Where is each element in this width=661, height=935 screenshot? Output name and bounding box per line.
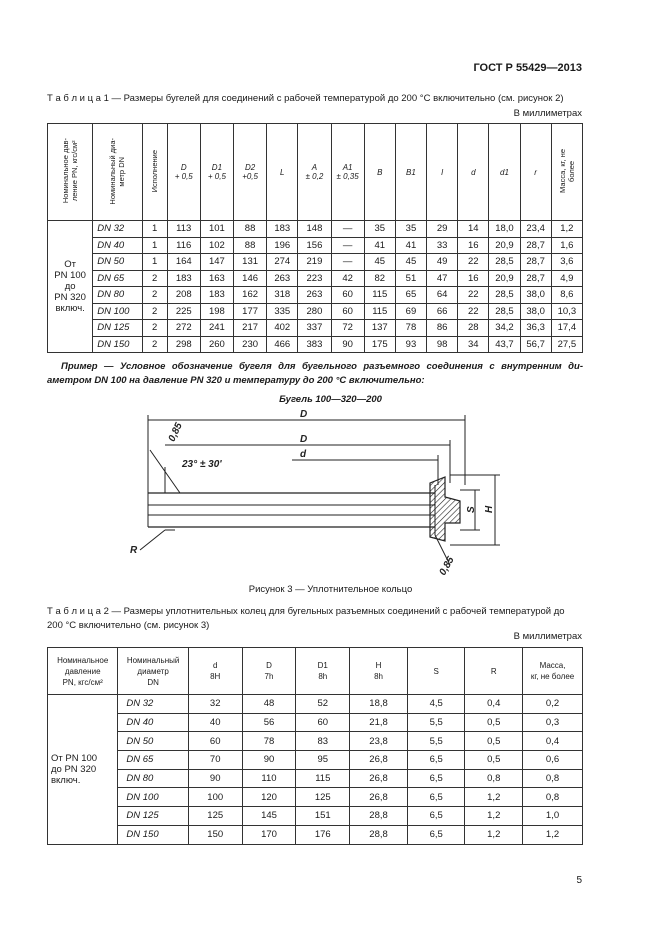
table1-header-text: Масса, кг, не более [557,149,576,193]
table2-cell: 0,3 [523,713,583,732]
table1-header-cell [331,124,364,221]
table2-cell: 26,8 [350,769,408,788]
table2-cell: 18,8 [350,695,408,714]
table2-cell: 0,5 [465,732,523,751]
table1-cell: — [331,254,364,271]
table1-cell: 17,4 [551,320,582,337]
table2-cell: 6,5 [407,769,465,788]
table2-cell: 0,8 [523,788,583,807]
table1-header-text: Номинальное дав- ление PN, кгс/см² [61,138,80,204]
table1-cell: 466 [267,336,298,353]
table1-cell: 93 [395,336,426,353]
table1-header-cell [489,124,520,221]
table1-cell: 43,7 [489,336,520,353]
table2-cell: 90 [188,769,242,788]
table2-header-cell: D 7h [242,648,296,695]
table1-cell: 318 [267,287,298,304]
table1-cell: 177 [234,303,267,320]
table1-row [48,237,583,254]
table1-cell: 28,7 [520,254,551,271]
table2-header-cell: S [407,648,465,695]
table1-caption: Т а б л и ц а 1 — Размеры бугелей для соединений с рабочей температурой до 200 °С включительно (см. рисунок 2) [47,93,564,104]
table2-row [48,807,583,826]
table1-cell: 45 [364,254,395,271]
table1-cell: 1 [142,254,167,271]
table1-cell: 23,4 [520,221,551,238]
table2-header-cell: d 8H [188,648,242,695]
table1-pressure-cell: От PN 100 до PN 320 включ. [48,221,93,353]
table1-cell: 28,7 [520,237,551,254]
table1-cell: 34,2 [489,320,520,337]
table1-cell: 2 [142,303,167,320]
table1-cell: 16 [458,270,489,287]
table2-pressure-cell: От PN 100 до PN 320 включ. [48,695,118,845]
table1-header-cell [520,124,551,221]
table2-cell: 1,2 [465,825,523,844]
table1-cell: 90 [331,336,364,353]
table2-header-cell: D1 8h [296,648,350,695]
table1-cell: 146 [234,270,267,287]
table2-cell: 1,2 [465,807,523,826]
table1-cell: DN 100 [93,303,142,320]
designation: Бугель 100—320—200 [279,394,382,405]
table2-cell: 32 [188,695,242,714]
table1-cell: 28,5 [489,303,520,320]
table1-cell: 335 [267,303,298,320]
table1-header-text: B [377,167,383,177]
table1-cell: DN 125 [93,320,142,337]
table1-header-text: D1 + 0,5 [207,163,226,181]
label-H: H [484,505,495,513]
table1-cell: 219 [298,254,331,271]
table1-cell: 65 [395,287,426,304]
table1-cell: 163 [200,270,233,287]
label-chamfer2: 0,85 [437,555,457,578]
table2-row [48,713,583,732]
table2-cell: 90 [242,751,296,770]
table2-header-cell: Номинальное давление PN, кгс/см² [48,648,118,695]
table2-cell: DN 100 [118,788,188,807]
label-R: R [130,545,138,556]
table2-cell: 52 [296,695,350,714]
table1-cell: 98 [427,336,458,353]
label-angle: 23° ± 30' [182,459,222,470]
table1-cell: 41 [364,237,395,254]
table2-cell: 100 [188,788,242,807]
table1-cell: 36,3 [520,320,551,337]
table1-header-cell [142,124,167,221]
table1-cell: 64 [427,287,458,304]
table1-row [48,270,583,287]
table2-cell: 21,8 [350,713,408,732]
table1-cell: 175 [364,336,395,353]
page-number: 5 [576,875,582,886]
table1-cell: 2 [142,270,167,287]
table1-cell: — [331,221,364,238]
table1-cell: 78 [395,320,426,337]
table1-cell: 2 [142,287,167,304]
table1-cell: 263 [267,270,298,287]
table2-cell: 60 [188,732,242,751]
table1-cell: 183 [267,221,298,238]
table2-cell: 125 [296,788,350,807]
table1-cell: 69 [395,303,426,320]
table2-cell: 120 [242,788,296,807]
label-chamfer: 0,85 [166,421,185,444]
table1-header-text: r [534,167,537,177]
table1-header-text: d [471,167,476,177]
table2-cell: 6,5 [407,807,465,826]
table2-cell: 78 [242,732,296,751]
table2-cell: 1,0 [523,807,583,826]
table1-cell: DN 65 [93,270,142,287]
table1-header-cell [167,124,200,221]
table2-cell: 28,8 [350,825,408,844]
table2-header-cell: Номинальный диаметр DN [118,648,188,695]
table1-cell: 115 [364,303,395,320]
table1-header-text: D + 0,5 [174,163,193,181]
table1-cell: 183 [167,270,200,287]
table2-row [48,732,583,751]
label-d: d [300,449,307,460]
label-S: S [466,506,477,513]
table2-cell: 0,4 [523,732,583,751]
table2-cell: 0,6 [523,751,583,770]
table1-header-cell [458,124,489,221]
table1-header-text: l [441,167,443,177]
table2-cell: 6,5 [407,788,465,807]
figure3-drawing [120,405,520,580]
table1-cell: 198 [200,303,233,320]
table2-cell: 70 [188,751,242,770]
table2-cell: DN 65 [118,751,188,770]
table1-cell: DN 32 [93,221,142,238]
table1-cell: 402 [267,320,298,337]
table1-cell: 35 [364,221,395,238]
table1-cell: 298 [167,336,200,353]
table1-header-cell [200,124,233,221]
table1-header-cell [267,124,298,221]
table1-cell: 49 [427,254,458,271]
table1-cell: 22 [458,303,489,320]
table2-cell: 5,5 [407,713,465,732]
table1-header-cell [364,124,395,221]
table2-units: В миллиметрах [513,631,582,642]
table1-header-cell [298,124,331,221]
table1-cell: 274 [267,254,298,271]
table1-cell: 162 [234,287,267,304]
table2-cell: 6,5 [407,825,465,844]
table1-cell: 137 [364,320,395,337]
table1-cell: 241 [200,320,233,337]
table1-cell: 1 [142,237,167,254]
table1-cell: DN 40 [93,237,142,254]
table2-header-cell: R [465,648,523,695]
table1-cell: 183 [200,287,233,304]
table1-row [48,254,583,271]
table2-header-cell: Масса, кг, не более [523,648,583,695]
table2-cell: DN 50 [118,732,188,751]
figure3-caption: Рисунок 3 — Уплотнительное кольцо [248,584,413,595]
table1-header-cell [234,124,267,221]
table1-cell: 337 [298,320,331,337]
table2-cell: 26,8 [350,751,408,770]
table1-cell: 1,6 [551,237,582,254]
table2-cell: 23,8 [350,732,408,751]
table2-cell: 60 [296,713,350,732]
table2-cell: DN 32 [118,695,188,714]
table1-cell: 60 [331,303,364,320]
table1-cell: 131 [234,254,267,271]
table2-row [48,825,583,844]
table1-header-text: Исполнение [150,149,160,193]
table1-cell: 14 [458,221,489,238]
table1-cell: 217 [234,320,267,337]
table2-cell: DN 80 [118,769,188,788]
table2-cell: 176 [296,825,350,844]
table1-cell: 383 [298,336,331,353]
table1-cell: 86 [427,320,458,337]
table1-cell: 28 [458,320,489,337]
table1-cell: 116 [167,237,200,254]
table2-cell: 115 [296,769,350,788]
table2-cell: 56 [242,713,296,732]
table2-cell: 110 [242,769,296,788]
table2-cell: 0,8 [465,769,523,788]
table1-cell: 18,0 [489,221,520,238]
label-D: D [300,409,308,420]
table1-header-text: D2 +0,5 [242,163,258,181]
table2-cell: DN 150 [118,825,188,844]
table1-header-text: A ± 0,2 [305,163,324,181]
table1-row [48,320,583,337]
table1-cell: 147 [200,254,233,271]
table1-cell: DN 50 [93,254,142,271]
table1-cell: 51 [395,270,426,287]
table2-cell: 4,5 [407,695,465,714]
table1-cell: 41 [395,237,426,254]
table1-cell: 28,7 [520,270,551,287]
table1-cell: 20,9 [489,270,520,287]
table1-header-cell [48,124,93,221]
table2-row [48,695,583,714]
table2-cell: 125 [188,807,242,826]
table1-cell: 225 [167,303,200,320]
table2-cell: 170 [242,825,296,844]
table1-cell: 148 [298,221,331,238]
table2-cell: 28,8 [350,807,408,826]
table1-cell: — [331,237,364,254]
document-header: ГОСТ Р 55429—2013 [473,62,582,74]
table1-cell: 45 [395,254,426,271]
table1-cell: 272 [167,320,200,337]
table1-cell: 56,7 [520,336,551,353]
table1-cell: 208 [167,287,200,304]
table1 [47,123,583,353]
table2-header-cell: H 8h [350,648,408,695]
table1-header-row [48,124,583,221]
table2-row [48,769,583,788]
table1-cell: 35 [395,221,426,238]
table1-cell: 22 [458,287,489,304]
table2-row [48,751,583,770]
table1-cell: 20,9 [489,237,520,254]
table1-cell: 113 [167,221,200,238]
table1-cell: 223 [298,270,331,287]
table1-cell: 1 [142,221,167,238]
table1-cell: 33 [427,237,458,254]
table1-cell: 47 [427,270,458,287]
table1-cell: 3,6 [551,254,582,271]
table1-row [48,303,583,320]
table2-cell: 95 [296,751,350,770]
table1-cell: 29 [427,221,458,238]
table2-cell: 5,5 [407,732,465,751]
table1-header-cell [395,124,426,221]
table2-cell: 0,5 [465,713,523,732]
table1-cell: DN 150 [93,336,142,353]
table1-cell: 27,5 [551,336,582,353]
table1-header-cell [93,124,142,221]
table2-cell: 48 [242,695,296,714]
table1-cell: 1,2 [551,221,582,238]
table2-cell: 1,2 [523,825,583,844]
table1-header-cell [427,124,458,221]
table2-cell: 0,2 [523,695,583,714]
table2-cell: DN 125 [118,807,188,826]
table1-header-text: Номинальный диа- метр DN [108,137,127,205]
table2-cell: 6,5 [407,751,465,770]
table1-cell: 28,5 [489,254,520,271]
table1-cell: 22 [458,254,489,271]
table1-row [48,287,583,304]
table1-row [48,336,583,353]
table1-cell: 10,3 [551,303,582,320]
table1-cell: 60 [331,287,364,304]
table1-cell: 230 [234,336,267,353]
table1-cell: 164 [167,254,200,271]
table1-cell: 2 [142,336,167,353]
table1-cell: 260 [200,336,233,353]
table2-cell: 0,8 [523,769,583,788]
table1-cell: 115 [364,287,395,304]
table1-cell: 88 [234,237,267,254]
table1-cell: 263 [298,287,331,304]
table1-cell: 16 [458,237,489,254]
table2-cell: 145 [242,807,296,826]
table1-units: В миллиметрах [513,108,582,119]
table2-cell: 40 [188,713,242,732]
table2-header-row [48,648,583,695]
table2-cell: 1,2 [465,788,523,807]
table2-cell: 83 [296,732,350,751]
table1-cell: 101 [200,221,233,238]
table1-cell: 66 [427,303,458,320]
table1-header-text: A1 ± 0,35 [336,163,359,181]
table1-header-text: B1 [406,167,416,177]
table1-cell: 38,0 [520,303,551,320]
table2-cell: 0,4 [465,695,523,714]
table1-cell: 156 [298,237,331,254]
table2-cell: 150 [188,825,242,844]
table1-cell: 4,9 [551,270,582,287]
table1-cell: 2 [142,320,167,337]
table2-cell: DN 40 [118,713,188,732]
table2 [47,647,583,845]
table2-cell: 26,8 [350,788,408,807]
example-text: Пример — Условное обозначение бугеля для бугельного разъемного соединения с внутренним ди-аметром DN 100 на давление PN 320 и температуру до 200 °С включительно: [47,361,583,386]
table1-cell: 8,6 [551,287,582,304]
table1-row [48,221,583,238]
table1-cell: DN 80 [93,287,142,304]
table1-header-cell [551,124,582,221]
table2-cell: 0,5 [465,751,523,770]
table2-caption: Т а б л и ц а 2 — Размеры уплотнительных колец для бугельных разъемных соединений с рабочей температурой до 200 °С включительно (см. рисунок 3) [47,606,565,631]
table1-cell: 82 [364,270,395,287]
table1-cell: 196 [267,237,298,254]
table1-cell: 42 [331,270,364,287]
table1-cell: 34 [458,336,489,353]
table1-header-text: L [280,167,285,177]
table1-cell: 38,0 [520,287,551,304]
table2-row [48,788,583,807]
label-D1: D [300,434,308,445]
table1-cell: 280 [298,303,331,320]
table1-cell: 102 [200,237,233,254]
table1-cell: 72 [331,320,364,337]
table2-cell: 151 [296,807,350,826]
table1-header-text: d1 [500,167,509,177]
table1-cell: 88 [234,221,267,238]
table1-cell: 28,5 [489,287,520,304]
